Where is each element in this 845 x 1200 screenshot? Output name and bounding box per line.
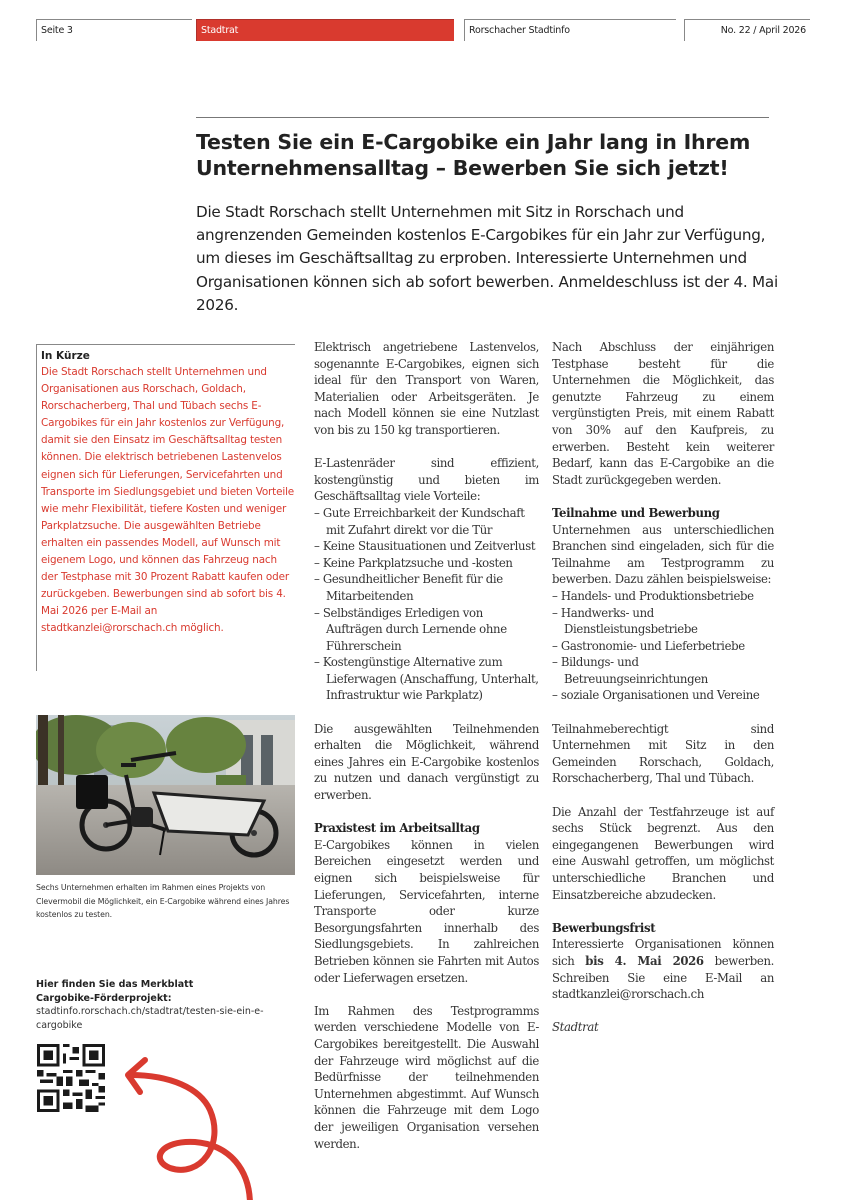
merkblatt-info <box>36 978 298 1032</box>
page-number: Seite 3 <box>36 19 192 41</box>
branches-list <box>552 588 774 704</box>
subheading-frist: Bewerbungsfrist <box>552 920 656 935</box>
deadline-contact: bewerben. Schreiben Sie eine E-Mail an stadtkanzlei@rorschach.ch <box>552 953 774 1002</box>
body-paragraph: Unternehmen aus unterschiedlichen Branchen sind eingeladen, sich für die Teilnahme am Testprogramm zu bewerben. Dazu zählen beispielsweise: <box>552 522 774 587</box>
list-item: – Keine Parkplatzsuche und -kosten <box>314 555 539 572</box>
advantages-list <box>314 505 539 704</box>
photo-caption: Sechs Unternehmen erhalten im Rahmen eines Projekts von Clevermobil die Möglichkeit, ein E-Cargobike während eines Jahres kostenlos zu testen. <box>36 883 290 920</box>
subheading-teilnahme: Teilnahme und Bewerbung <box>552 505 720 520</box>
list-item: – Kostengünstige Alternative zum Lieferwagen (Anschaffung, Unterhalt, Infrastruktur wie Parkplatz) <box>314 654 539 704</box>
body-paragraph: Die ausgewählten Teilnehmenden erhalten die Möglichkeit, während eines Jahres ein E-Cargobike kostenlos zu nutzen und danach vergünstigt zu erwerben. <box>314 721 539 803</box>
article-column-1 <box>314 339 539 1169</box>
cargobike-photo <box>36 715 295 875</box>
body-paragraph: E-Lastenräder sind effizient, kostengünstig und bieten im Geschäftsalltag viele Vorteile: <box>314 456 539 504</box>
article-column-2 <box>552 339 774 1053</box>
issue-label: No. 22 / April 2026 <box>684 19 810 41</box>
deadline-text: Interessierte Organisationen können sich <box>552 937 774 968</box>
deadline-paragraph <box>552 936 774 1002</box>
qr-code-icon[interactable] <box>36 1044 106 1112</box>
article-lead: Die Stadt Rorschach stellt Unternehmen mit Sitz in Rorschach und angrenzenden Gemeinden kostenlos E-Cargobikes für ein Jahr zur Verfügung, um dieses im Geschäftsalltag zu erproben. Interessierte Unternehmen und Organisationen können sich ab sofort bewerben. Anmeldeschluss ist der 4. Mai 2026. <box>196 203 778 314</box>
body-paragraph: Im Rahmen des Testprogramms werden verschiedene Modelle von E-Cargobikes bereitgestellt. Die Auswahl der Fahrzeuge wird möglichst auf die Bedürfnisse der teilnehmenden Unternehmen abgestimmt. Auf Wunsch können die Fahrzeuge mit dem Logo der jeweiligen Organisation versehen werden. <box>314 1003 539 1151</box>
article-headline: Testen Sie ein E-Cargobike ein Jahr lang in Ihrem Unternehmensalltag – Bewerben Sie sich jetzt! <box>196 130 751 180</box>
publication-name: Rorschacher Stadtinfo <box>464 19 676 41</box>
red-arrow-icon <box>100 1050 300 1200</box>
list-item: – Gesundheitlicher Benefit für die Mitarbeitenden <box>314 571 539 604</box>
section-label: Stadtrat <box>196 19 454 41</box>
cargobike-image-icon <box>36 715 295 875</box>
body-paragraph: Teilnahmeberechtigt sind Unternehmen mit Sitz in den Gemeinden Rorschach, Goldach, Rorschacherberg, Thal und Tübach. <box>552 721 774 786</box>
body-paragraph: Die Anzahl der Testfahrzeuge ist auf sechs Stück begrenzt. Aus den eingegangenen Bewerbungen wird eine Auswahl getroffen, um möglichst unterschiedliche Branchen und Einsatzbereiche abzudecken. <box>552 804 774 902</box>
list-item: – Keine Stausituationen und Zeitverlust <box>314 538 539 555</box>
list-item: – Gute Erreichbarkeit der Kundschaft mit Zufahrt direkt vor die Tür <box>314 505 539 538</box>
summary-box <box>36 344 295 671</box>
list-item: – soziale Organisationen und Vereine <box>552 687 774 704</box>
merkblatt-url[interactable]: stadtinfo.rorschach.ch/stadtrat/testen-sie-ein-e-cargobike <box>36 1006 264 1031</box>
signature: Stadtrat <box>552 1020 599 1035</box>
list-item: – Selbständiges Erledigen von Aufträgen durch Lernende ohne Führerschein <box>314 605 539 655</box>
summary-title: In Kürze <box>41 350 90 362</box>
body-paragraph: Elektrisch angetriebene Lastenvelos, sogenannte E-Cargobikes, eignen sich ideal für den Transport von Waren, Materialien oder Arbeitsgeräten. Je nach Modell können sie eine Nutzlast von bis zu 150 kg transportieren. <box>314 340 539 437</box>
deadline-date: bis 4. Mai 2026 <box>585 953 704 968</box>
subheading-praxistest: Praxistest im Arbeitsalltag <box>314 821 480 836</box>
body-paragraph: Nach Abschluss der einjährigen Testphase besteht für die Unternehmen die Möglichkeit, das genutzte Fahrzeug zu einem vergünstigten Preis, mit einem Rabatt von 30% auf den Kaufpreis, zu erwerben. Besteht kein weiterer Bedarf, kann das E-Cargobike an die Stadt zurückgegeben werden. <box>552 340 774 487</box>
list-item: – Bildungs- und Betreuungseinrichtungen <box>552 654 774 687</box>
body-paragraph: E-Cargobikes können in vielen Bereichen eingesetzt werden und eignen sich beispielsweise für Lieferungen, Servicefahrten, interne Transporte oder kurze Besorgungsfahrten innerhalb des Siedlungsgebiets. In zahlreichen Betrieben können sie Fahrten mit Autos oder Lieferwagen ersetzen. <box>314 837 539 985</box>
summary-text: Die Stadt Rorschach stellt Unternehmen und Organisationen aus Rorschach, Goldach, Rorschacherberg, Thal und Tübach sechs E-Cargobikes für ein Jahr kostenlos zur Verfügung, damit sie den Einsatz im Geschäftsalltag testen können. Die elektrisch betriebenen Lastenvelos eignen sich für Lieferungen, Servicefahrten und Transporte im Siedlungsgebiet und bieten Vorteile wie mehr Flexibilität, tiefere Kosten und weniger Parkplatzsuche. Die ausgewählten Betriebe erhalten ein passendes Modell, auf Wunsch mit eigenem Logo, und können das Fahrzeug nach der Testphase mit 30 Prozent Rabatt kaufen oder zurückgeben. Bewerbungen sind ab sofort bis 4. Mai 2026 per E-Mail an stadtkanzlei@rorschach.ch möglich. <box>41 366 295 635</box>
list-item: – Handels- und Produktionsbetriebe <box>552 588 774 605</box>
list-item: – Gastronomie- und Lieferbetriebe <box>552 638 774 655</box>
list-item: – Handwerks- und Dienstleistungsbetriebe <box>552 605 774 638</box>
merkblatt-title-2: Cargobike-Förderprojekt: <box>36 992 172 1004</box>
merkblatt-title-1: Hier finden Sie das Merkblatt <box>36 979 194 990</box>
title-rule <box>196 117 769 118</box>
